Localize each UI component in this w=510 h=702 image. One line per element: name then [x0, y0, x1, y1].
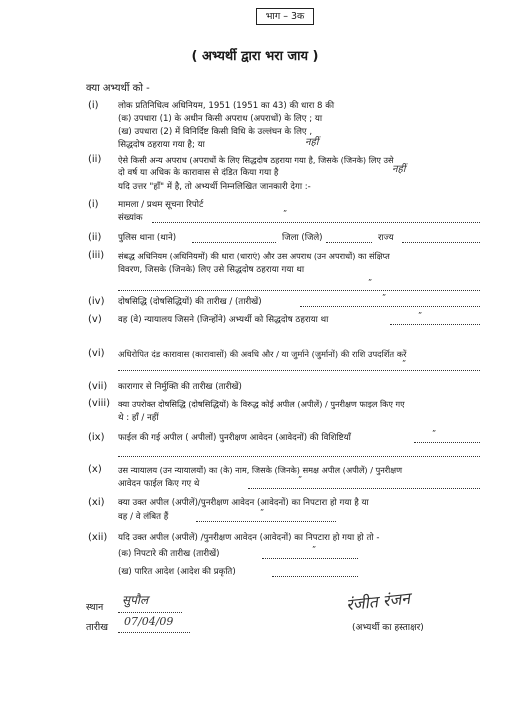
candidate-signature: रंजीत रंजन — [345, 588, 411, 615]
place-value: सुपौल — [122, 593, 149, 607]
item-ii2-dotline3 — [402, 242, 480, 243]
item-ix-dotline2 — [118, 456, 480, 457]
item-ix-dotline1 — [414, 442, 480, 443]
item-i2-number: (i) — [88, 199, 99, 210]
date-label: तारीख — [86, 622, 108, 633]
item-xi-dotline — [196, 521, 336, 522]
item-i2-line1: मामला / प्रथम सूचना रिपोर्ट — [118, 200, 204, 210]
item-ix-number: (ix) — [88, 432, 105, 443]
item-xi-line1: क्या उक्त अपील (अपीलें)/पुनरीक्षण आवेदन (आवेदनों) का निपटारा हो गया है या — [118, 498, 369, 508]
item-ii-number: (ii) — [88, 154, 102, 165]
item-viii-line1: क्या उपरोक्त दोषसिद्धि (दोषसिद्धियों) के विरुद्ध कोई अपील (अपीलें) / पुनरीक्षण फाइल किए गए — [118, 399, 405, 409]
item-iii-tick: ” — [368, 278, 373, 287]
item-vii-number: (vii) — [88, 381, 108, 392]
item-vii-label: कारागार से निर्मुक्ति की तारीख (तारीखें) — [118, 382, 242, 392]
item-iv-number: (iv) — [88, 296, 105, 307]
item-vi-number: (vi) — [88, 348, 105, 359]
item-xii-sub-a: (क) निपटारे की तारीख (तारीखें) — [118, 549, 220, 559]
item-vi-tick: ” — [402, 359, 407, 368]
item-ii2-dotline2 — [326, 242, 372, 243]
date-dotline — [118, 632, 190, 633]
item-xii-number: (xii) — [88, 532, 108, 543]
item-iv-tick: ” — [382, 293, 387, 302]
item-iv-dotline — [300, 306, 480, 307]
item-ix-label: फाईल की गई अपील ( अपीलों) पुनरीक्षण आवेदन (आवेदनों) की विशिष्टियाँ — [118, 433, 351, 443]
item-iii-line1: संबद्ध अधिनियम (अधिनियमों) की धारा (धाराएं) और उस अपराध (उन अपराधों) का संक्षिप्त — [118, 251, 390, 261]
item-viii-number: (viii) — [88, 398, 111, 409]
item-ii-answer: नहीं — [392, 164, 406, 175]
place-dotline — [118, 612, 182, 613]
item-v-label: वह (वे) न्यायालय जिसने (जिन्होंने) अभ्यर्थी को सिद्धदोष ठहराया था — [118, 315, 329, 325]
item-i-answer: नहीं — [305, 137, 319, 148]
item-i2-tick: ” — [283, 209, 288, 218]
item-x-line2: आवेदन फाईल किए गए थे — [118, 479, 200, 489]
item-xii-sub-a-dotline — [262, 558, 358, 559]
item-iii-line2: विवरण, जिसके (जिनके) लिए उसे सिद्धदोष ठहराया गया था — [118, 265, 305, 275]
item-ii2-district: जिला (जिले) — [282, 233, 323, 243]
item-i2-line2: संख्यांक — [118, 213, 143, 223]
item-i-line1: लोक प्रतिनिधित्व अधिनियम, 1951 (1951 का 43) की धारा 8 की — [118, 101, 335, 111]
item-ii2-dotline1 — [192, 242, 276, 243]
form-title: ( अभ्यर्थी द्वारा भरा जाय ) — [191, 49, 319, 64]
item-v-number: (v) — [88, 314, 102, 325]
item-xi-number: (xi) — [88, 497, 105, 508]
intro-question: क्या अभ्यर्थी को - — [86, 83, 150, 94]
item-x-dotline — [248, 488, 480, 489]
item-v-tick: ” — [418, 311, 423, 320]
item-ii-line1: ऐसे किसी अन्य अपराध (अपराधों के लिए सिद्धदोष ठहराया गया है, जिसके (जिनके) लिए उसे — [118, 155, 394, 165]
item-iv-label: दोषसिद्धि (दोषसिद्धियों) की तारीख / (तारीखें) — [118, 297, 262, 307]
item-i-line2: (क) उपधारा (1) के अधीन किसी अपराध (अपराधों) के लिए ; या — [118, 114, 323, 124]
item-ii-line2: दो वर्ष या अधिक के कारावास से दंडित किया गया है — [118, 168, 279, 178]
item-ii-line3: यदि उत्तर "हाँ" में है, तो अभ्यर्थी निम्नलिखित जानकारी देगा :- — [118, 182, 311, 192]
item-x-tick: ” — [298, 475, 303, 484]
date-value: 07/04/09 — [124, 615, 174, 628]
item-xi-tick: ” — [260, 508, 265, 517]
item-x-line1: उस न्यायालय (उन न्यायालयों) का (के) नाम, जिसके (जिनके) समक्ष अपील (अपीलें) / पुनरीक्षण — [118, 465, 403, 475]
item-ix-tick: ” — [432, 429, 437, 438]
item-xii-line1: यदि उक्त अपील (अपीलें) /पुनरीक्षण आवेदन (आवेदनों) का निपटारा हो गया हो तो - — [118, 533, 380, 543]
item-iii-number: (iii) — [88, 250, 105, 261]
item-vi-dotline — [118, 370, 480, 371]
part-label-box: भाग – 3क — [256, 8, 314, 25]
item-vi-label: अधिरोपित दंड कारावास (कारावासों) की अवधि और / या जुर्माने (जुर्मानों) की राशि उपदर्शित करें — [118, 349, 407, 359]
item-viii-line2: थे : हाँ / नहीं — [118, 413, 159, 423]
item-xii-sub-b-dotline — [272, 576, 358, 577]
item-i-line4: सिद्धदोष ठहराया गया है; या — [118, 140, 205, 150]
item-iii-dotline — [118, 290, 480, 291]
place-label: स्थान — [86, 602, 104, 613]
item-ii2-number: (ii) — [88, 232, 102, 243]
item-x-number: (x) — [88, 464, 102, 475]
item-v-dotline — [390, 324, 480, 325]
item-xii-sub-a-tick: ” — [312, 545, 317, 554]
signature-label: (अभ्यर्थी का हस्ताक्षर) — [352, 623, 424, 633]
item-ii2-state: राज्य — [378, 233, 394, 243]
item-i-line3: (ख) उपधारा (2) में विनिर्दिष्ट किसी विधि के उल्लंघन के लिए , — [118, 127, 313, 137]
item-i-number: (i) — [88, 100, 99, 111]
item-i2-dotline — [152, 222, 480, 223]
item-xi-line2: वह / वे लंबित हैं — [118, 512, 169, 522]
item-ii2-label: पुलिस थाना (थाने) — [118, 233, 177, 243]
item-xii-sub-b: (ख) पारित आदेश (आदेश की प्रकृति) — [118, 567, 236, 577]
